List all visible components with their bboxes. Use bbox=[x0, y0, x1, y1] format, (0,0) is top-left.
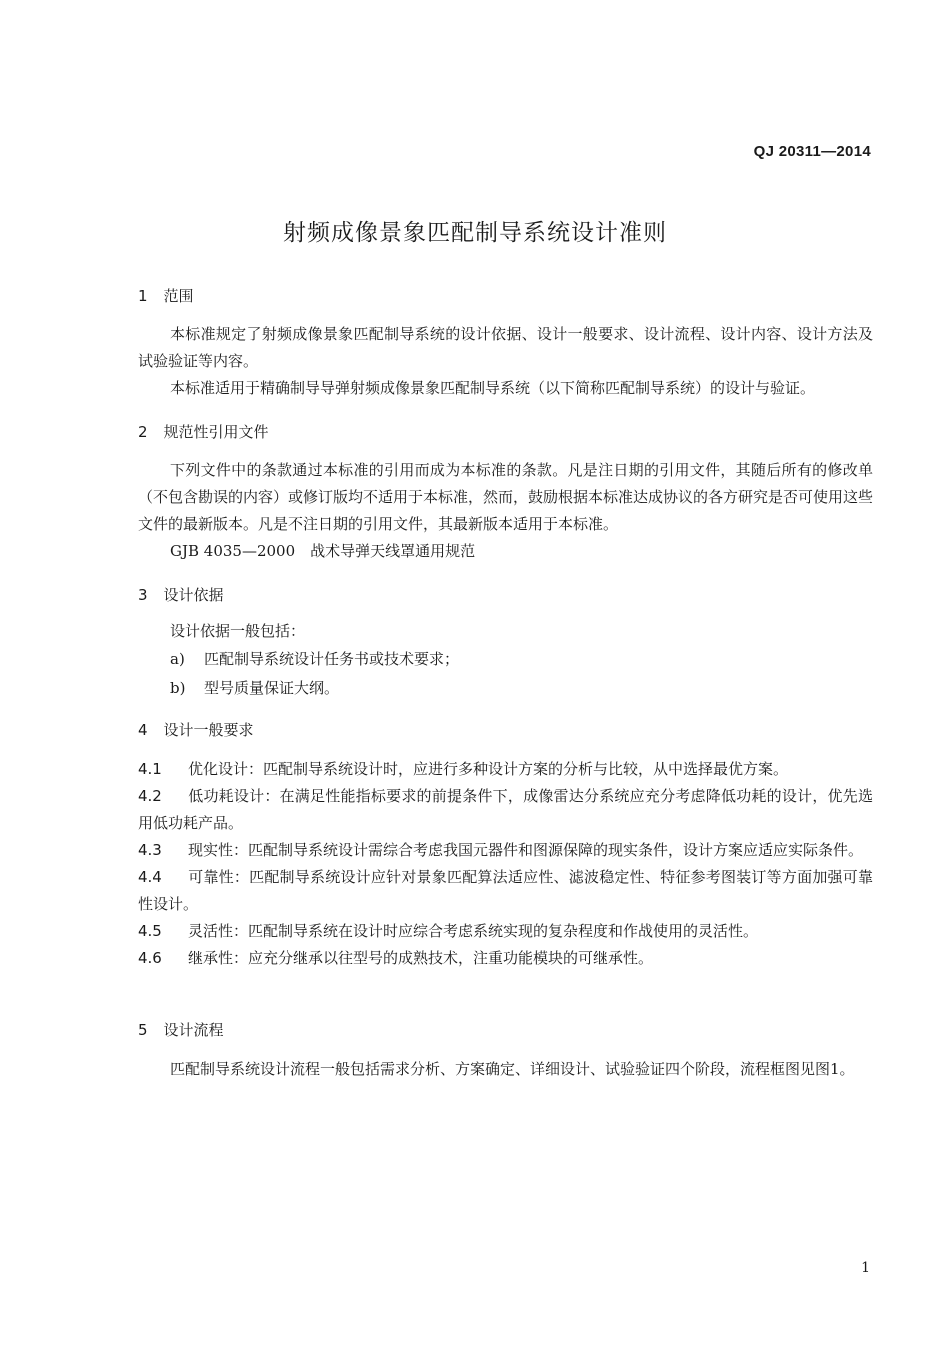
page-number: 1 bbox=[861, 1260, 870, 1276]
section-number: 3 bbox=[138, 586, 148, 604]
document-title: 射频成像景象匹配制导系统设计准则 bbox=[283, 220, 667, 246]
paragraph: 本标准规定了射频成像景象匹配制导系统的设计依据、设计一般要求、设计流程、设计内容、设计方法及试验验证等内容。 bbox=[138, 325, 873, 370]
section-5 bbox=[138, 1018, 873, 1083]
paragraph: 下列文件中的条款通过本标准的引用而成为本标准的条款。凡是注日期的引用文件，其随后所有的修改单（不包含勘误的内容）或修订版均不适用于本标准，然而，鼓励根据本标准达成协议的各方研究是否可使用这些文件的最新版本。凡是不注日期的引用文件，其最新版本适用于本标准。 bbox=[138, 461, 874, 533]
section-number: 5 bbox=[138, 1021, 148, 1039]
clause-4-5: 4.5 灵活性：匹配制导系统在设计时应综合考虑系统实现的复杂程度和作战使用的灵活性。 bbox=[138, 922, 759, 940]
section-5-heading bbox=[138, 1018, 873, 1042]
section-3-heading bbox=[138, 583, 873, 607]
section-number: 4 bbox=[138, 721, 148, 739]
section-title: 范围 bbox=[163, 287, 194, 305]
clause-4-3: 4.3 现实性：匹配制导系统设计需综合考虑我国元器件和图源保障的现实条件，设计方案应适应实际条件。 bbox=[138, 841, 864, 859]
list-item: a) 匹配制导系统设计任务书或技术要求； bbox=[170, 650, 460, 668]
reference-entry: GJB 4035—2000 战术导弹天线罩通用规范 bbox=[170, 542, 476, 560]
section-4 bbox=[138, 718, 873, 972]
clause-4-6: 4.6 继承性：应充分继承以往型号的成熟技术，注重功能模块的可继承性。 bbox=[138, 949, 654, 967]
paragraph: 匹配制导系统设计流程一般包括需求分析、方案确定、详细设计、试验验证四个阶段，流程框图见图1。 bbox=[170, 1060, 855, 1078]
section-title: 设计依据 bbox=[163, 586, 224, 604]
paragraph: 设计依据一般包括： bbox=[170, 622, 306, 640]
section-number: 2 bbox=[138, 423, 148, 441]
list-item: b) 型号质量保证大纲。 bbox=[170, 679, 340, 697]
section-2-heading bbox=[138, 420, 873, 444]
paragraph: 本标准适用于精确制导导弹射频成像景象匹配制导系统（以下简称匹配制导系统）的设计与验证。 bbox=[170, 379, 816, 397]
clause-4-1: 4.1 优化设计：匹配制导系统设计时，应进行多种设计方案的分析与比较，从中选择最优方案。 bbox=[138, 760, 789, 778]
section-1 bbox=[138, 284, 873, 402]
section-3 bbox=[138, 583, 873, 703]
clause-4-4: 4.4 可靠性：匹配制导系统设计应针对景象匹配算法适应性、滤波稳定性、特征参考图装订等方面加强可靠性设计。 bbox=[138, 868, 873, 913]
section-4-heading bbox=[138, 718, 873, 742]
section-1-heading bbox=[138, 284, 873, 308]
section-number: 1 bbox=[138, 287, 148, 305]
section-title: 规范性引用文件 bbox=[163, 423, 269, 441]
clause-4-2: 4.2 低功耗设计：在满足性能指标要求的前提条件下，成像雷达分系统应充分考虑降低功耗的设计，优先选用低功耗产品。 bbox=[138, 787, 873, 832]
section-title: 设计一般要求 bbox=[163, 721, 254, 739]
standard-code: QJ 20311—2014 bbox=[753, 143, 871, 160]
section-2 bbox=[138, 420, 873, 565]
section-title: 设计流程 bbox=[163, 1021, 224, 1039]
